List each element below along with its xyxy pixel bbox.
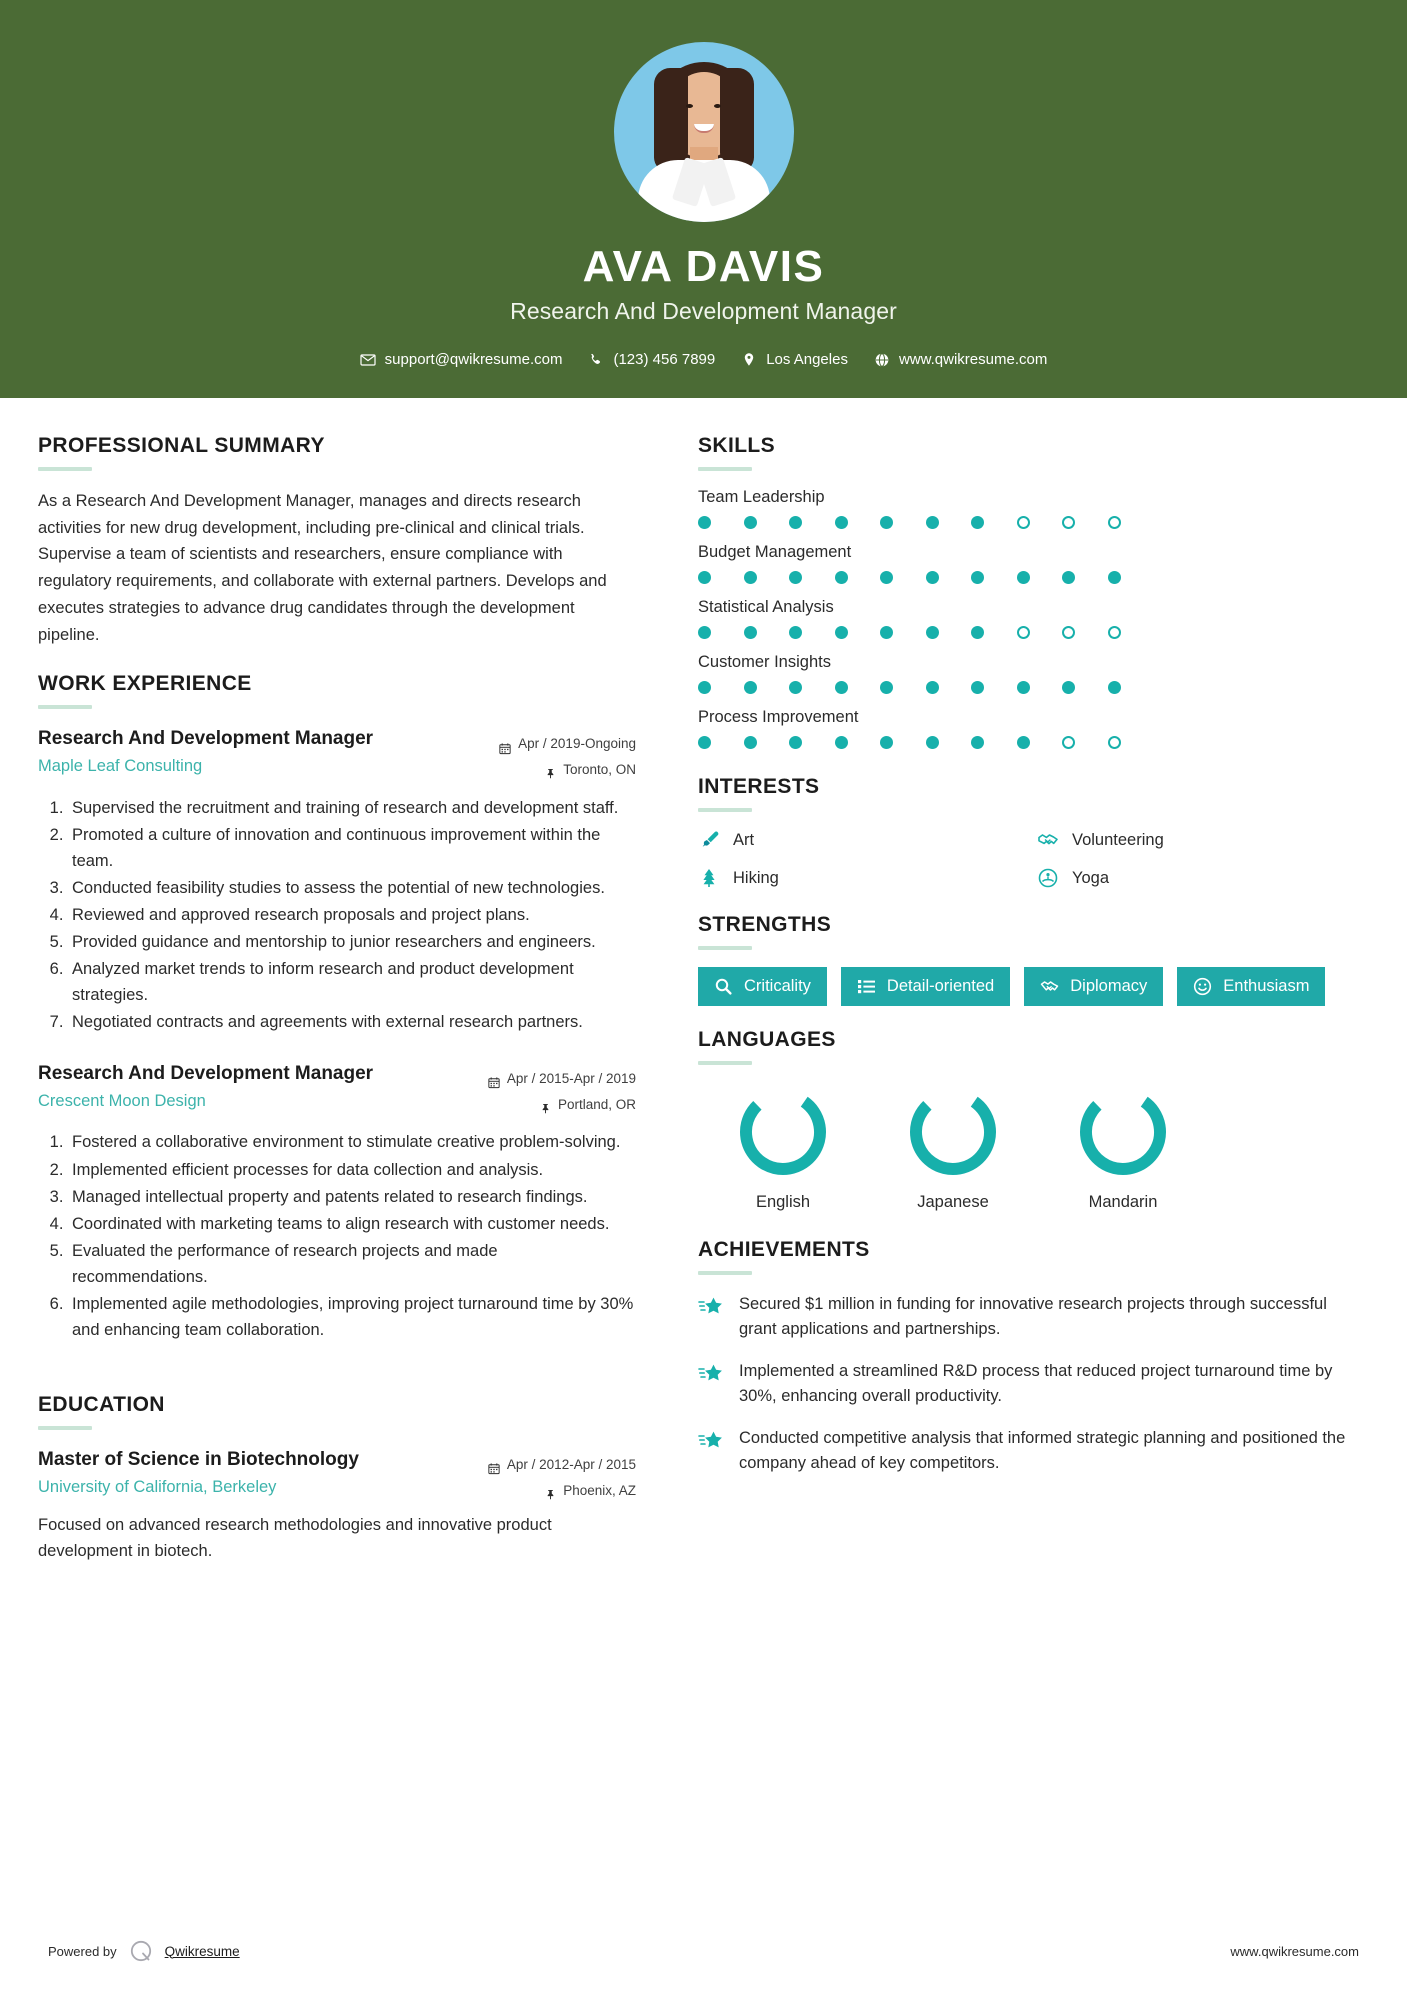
- rating-dot-filled: [698, 736, 711, 749]
- smiley-icon: [1193, 977, 1212, 996]
- interest-label: Yoga: [1072, 868, 1110, 887]
- experience-location: Toronto, ON: [563, 761, 636, 777]
- strength-badge-criticality[interactable]: [698, 967, 827, 1006]
- rating-dot-empty: [1062, 736, 1075, 749]
- envelope-icon: [360, 352, 376, 368]
- rating-dot-filled: [926, 571, 939, 584]
- bullet-item: 6. Implemented agile methodologies, improving project turnaround time by 30% and enhancing team collaboration.: [68, 1291, 636, 1343]
- section-heading-strengths: STRENGTHS: [698, 913, 832, 936]
- experience-meta: [446, 726, 636, 782]
- rating-dot-filled: [789, 571, 802, 584]
- achievement-item: [698, 1426, 1366, 1476]
- skill-rating: [698, 626, 1366, 639]
- section-education: [38, 1393, 636, 1564]
- left-column: [38, 434, 666, 1590]
- bullet-item: 7. Negotiated contracts and agreements with external research partners.: [68, 1009, 636, 1035]
- rating-dot-filled: [926, 736, 939, 749]
- contact-phone[interactable]: [588, 351, 715, 368]
- rating-dot-filled: [789, 736, 802, 749]
- rating-dot-filled: [971, 571, 984, 584]
- rating-dot-filled: [926, 516, 939, 529]
- language-item: [1038, 1082, 1208, 1212]
- education-entry: [38, 1447, 636, 1564]
- experience-bullets: [38, 795, 636, 1036]
- powered-by-label: Powered by: [48, 1943, 117, 1959]
- rating-dot-filled: [1108, 571, 1121, 584]
- rating-dot-filled: [880, 571, 893, 584]
- rating-dot-filled: [744, 681, 757, 694]
- experience-role: Research And Development Manager: [38, 1063, 374, 1085]
- rating-dot-filled: [698, 571, 711, 584]
- rating-dot-filled: [1062, 681, 1075, 694]
- rating-dot-filled: [744, 516, 757, 529]
- summary-text: As a Research And Development Manager, manages and directs research activities for new drug development, including pre-clinical and clinical trials. Supervise a team of scientists and researchers, ensure compliance with regulatory requirements, and collaborate with external partners. Develops and executes strategies to advance drug candidates through the development pipeline.: [38, 492, 607, 644]
- section-heading-education: EDUCATION: [38, 1392, 165, 1416]
- strength-badge-detail-oriented[interactable]: [841, 967, 1010, 1006]
- contact-location: [741, 351, 848, 368]
- rating-dot-filled: [971, 516, 984, 529]
- experience-date: Apr / 2015-Apr / 2019: [506, 1071, 636, 1087]
- bullet-item: 3. Conducted feasibility studies to assess the potential of new technologies.: [68, 875, 636, 901]
- experience-meta: [446, 1061, 636, 1117]
- rating-dot-filled: [835, 736, 848, 749]
- skill-item: [698, 708, 1366, 749]
- skill-label: Team Leadership: [698, 488, 825, 506]
- map-pin-icon: [741, 352, 757, 368]
- qwikresume-brand-name[interactable]: Qwikresume: [164, 1943, 240, 1959]
- star-burst-icon: [698, 1294, 724, 1320]
- rating-dot-empty: [1017, 516, 1030, 529]
- interest-item: [698, 829, 1027, 851]
- section-rule: [38, 1426, 92, 1430]
- rating-dot-filled: [880, 681, 893, 694]
- rating-dot-filled: [971, 736, 984, 749]
- achievement-item: [698, 1359, 1366, 1409]
- phone-icon: [588, 352, 604, 368]
- strength-label: Diplomacy: [1070, 977, 1148, 995]
- resume-header: [0, 0, 1407, 398]
- rating-dot-filled: [1062, 571, 1075, 584]
- pin-icon: [544, 1484, 556, 1497]
- handshake-icon: [1040, 977, 1059, 996]
- rating-dot-filled: [835, 681, 848, 694]
- language-progress-ring: [903, 1082, 1003, 1182]
- languages-row: [698, 1082, 1366, 1212]
- section-rule: [698, 946, 752, 950]
- education-location: Phoenix, AZ: [563, 1482, 636, 1498]
- rating-dot-filled: [1017, 571, 1030, 584]
- achievement-item: [698, 1292, 1366, 1342]
- interest-label: Volunteering: [1072, 830, 1164, 849]
- bullet-item: 6. Analyzed market trends to inform research and product development strategies.: [68, 956, 636, 1008]
- section-heading-summary: PROFESSIONAL SUMMARY: [38, 434, 325, 457]
- skill-rating: [698, 571, 1366, 584]
- skill-label: Process Improvement: [698, 708, 859, 726]
- language-item: [698, 1082, 868, 1212]
- qwikresume-logo-icon: [128, 1938, 154, 1964]
- section-rule: [698, 1271, 752, 1275]
- education-degree: Master of Science in Biotechnology: [38, 1448, 359, 1470]
- bullet-item: 2. Promoted a culture of innovation and continuous improvement within the team.: [68, 822, 636, 874]
- rating-dot-filled: [1017, 681, 1030, 694]
- contact-website-text: www.qwikresume.com: [898, 351, 1048, 369]
- section-rule: [38, 467, 92, 471]
- interest-label: Art: [733, 830, 755, 849]
- interest-item: [1037, 829, 1366, 851]
- skill-label: Budget Management: [698, 543, 852, 561]
- pin-icon: [539, 1098, 551, 1111]
- pin-icon: [544, 763, 556, 776]
- avatar: [614, 42, 794, 222]
- achievement-text: Secured $1 million in funding for innovative research projects through successful grant applications and partnerships.: [739, 1295, 1327, 1339]
- rating-dot-filled: [835, 516, 848, 529]
- language-label: Mandarin: [1088, 1193, 1158, 1211]
- interest-item: [698, 867, 1027, 889]
- section-heading-interests: INTERESTS: [698, 775, 820, 798]
- section-strengths: [698, 913, 1366, 1020]
- strength-label: Detail-oriented: [886, 977, 995, 995]
- interests-grid: [698, 829, 1366, 889]
- footer-website[interactable]: www.qwikresume.com: [1230, 1943, 1359, 1959]
- rating-dot-filled: [744, 571, 757, 584]
- calendar-icon: [488, 1072, 500, 1085]
- contact-row: [360, 351, 1048, 368]
- contact-location-text: Los Angeles: [766, 351, 848, 369]
- rating-dot-filled: [926, 626, 939, 639]
- experience-location: Portland, OR: [557, 1096, 636, 1112]
- strength-badge-diplomacy[interactable]: [1024, 967, 1163, 1006]
- skill-rating: [698, 736, 1366, 749]
- skill-item: [698, 488, 1366, 529]
- experience-organization: Crescent Moon Design: [38, 1091, 206, 1110]
- contact-email-text: support@qwikresume.com: [384, 351, 563, 369]
- strengths-row: [698, 967, 1366, 1020]
- calendar-icon: [499, 738, 511, 751]
- bullet-item: 5. Provided guidance and mentorship to junior researchers and engineers.: [68, 929, 636, 955]
- interest-label: Hiking: [733, 868, 779, 887]
- rating-dot-filled: [880, 516, 893, 529]
- rating-dot-filled: [1017, 736, 1030, 749]
- contact-email[interactable]: [360, 351, 563, 368]
- section-work-experience: [38, 672, 636, 1343]
- rating-dot-filled: [971, 681, 984, 694]
- star-burst-icon: [698, 1361, 724, 1387]
- rating-dot-empty: [1108, 626, 1121, 639]
- bullet-item: 1. Fostered a collaborative environment to stimulate creative problem-solving.: [68, 1129, 636, 1155]
- experience-role: Research And Development Manager: [38, 728, 374, 750]
- rating-dot-filled: [698, 681, 711, 694]
- rating-dot-filled: [880, 626, 893, 639]
- skills-list: [698, 488, 1366, 749]
- section-heading-languages: LANGUAGES: [698, 1028, 836, 1051]
- bullet-item: 4. Coordinated with marketing teams to align research with customer needs.: [68, 1211, 636, 1237]
- bullet-item: 1. Supervised the recruitment and training of research and development staff.: [68, 795, 636, 821]
- experience-bullets: [38, 1129, 636, 1343]
- education-school: University of California, Berkeley: [38, 1477, 277, 1496]
- language-label: English: [755, 1193, 811, 1211]
- bullet-item: 4. Reviewed and approved research proposals and project plans.: [68, 902, 636, 928]
- bullet-item: 5. Evaluated the performance of research projects and made recommendations.: [68, 1238, 636, 1290]
- achievement-text: Implemented a streamlined R&D process that reduced project turnaround time by 30%, enhancing overall productivity.: [739, 1362, 1333, 1406]
- rating-dot-empty: [1108, 736, 1121, 749]
- rating-dot-filled: [789, 516, 802, 529]
- language-progress-ring: [733, 1082, 833, 1182]
- rating-dot-filled: [971, 626, 984, 639]
- skill-item: [698, 653, 1366, 694]
- section-heading-experience: WORK EXPERIENCE: [38, 672, 252, 696]
- experience-organization: Maple Leaf Consulting: [38, 756, 203, 775]
- yoga-icon: [1037, 867, 1059, 889]
- skill-rating: [698, 681, 1366, 694]
- section-professional-summary: [38, 434, 636, 648]
- interest-item: [1037, 867, 1366, 889]
- section-achievements: [698, 1238, 1366, 1476]
- paintbrush-icon: [698, 829, 720, 851]
- calendar-icon: [488, 1458, 500, 1471]
- globe-icon: [874, 352, 890, 368]
- section-rule: [698, 1061, 752, 1065]
- strength-label: Criticality: [744, 977, 811, 995]
- rating-dot-filled: [926, 681, 939, 694]
- section-interests: [698, 775, 1366, 889]
- rating-dot-filled: [698, 626, 711, 639]
- rating-dot-filled: [744, 626, 757, 639]
- star-burst-icon: [698, 1428, 724, 1454]
- rating-dot-empty: [1062, 626, 1075, 639]
- skill-rating: [698, 516, 1366, 529]
- education-date: Apr / 2012-Apr / 2015: [506, 1456, 636, 1472]
- language-label: Japanese: [917, 1193, 989, 1211]
- rating-dot-filled: [744, 736, 757, 749]
- right-column: [666, 434, 1366, 1590]
- rating-dot-filled: [789, 681, 802, 694]
- contact-phone-text: (123) 456 7899: [613, 351, 716, 369]
- skill-label: Customer Insights: [698, 653, 831, 671]
- rating-dot-empty: [1017, 626, 1030, 639]
- resume-footer: [0, 1938, 1407, 1964]
- magnifier-icon: [714, 977, 733, 996]
- contact-website[interactable]: [874, 351, 1047, 368]
- strength-label: Enthusiasm: [1223, 977, 1310, 995]
- list-icon: [857, 977, 876, 996]
- strength-badge-enthusiasm[interactable]: [1177, 967, 1325, 1006]
- rating-dot-filled: [789, 626, 802, 639]
- handshake-icon: [1037, 829, 1059, 851]
- rating-dot-filled: [835, 571, 848, 584]
- rating-dot-filled: [1108, 681, 1121, 694]
- bullet-item: 3. Managed intellectual property and patents related to research findings.: [68, 1184, 636, 1210]
- skill-item: [698, 543, 1366, 584]
- education-description: Focused on advanced research methodologies and innovative product development in biotech.: [38, 1516, 552, 1561]
- section-rule: [698, 808, 752, 812]
- rating-dot-empty: [1108, 516, 1121, 529]
- candidate-name: AVA DAVIS: [582, 242, 825, 291]
- resume-body: [0, 398, 1407, 1590]
- language-item: [868, 1082, 1038, 1212]
- section-rule: [38, 705, 92, 709]
- tree-icon: [698, 867, 720, 889]
- rating-dot-filled: [835, 626, 848, 639]
- experience-entry: [38, 1061, 636, 1343]
- achievement-text: Conducted competitive analysis that informed strategic planning and positioned the company ahead of key competitors.: [739, 1429, 1346, 1473]
- skill-item: [698, 598, 1366, 639]
- section-heading-skills: SKILLS: [698, 434, 776, 457]
- education-meta: [446, 1447, 636, 1503]
- skill-label: Statistical Analysis: [698, 598, 834, 616]
- section-languages: [698, 1028, 1366, 1212]
- rating-dot-empty: [1062, 516, 1075, 529]
- candidate-job-title: Research And Development Manager: [510, 298, 897, 325]
- section-heading-achievements: ACHIEVEMENTS: [698, 1238, 870, 1261]
- section-rule: [698, 467, 752, 471]
- bullet-item: 2. Implemented efficient processes for data collection and analysis.: [68, 1157, 636, 1183]
- rating-dot-filled: [698, 516, 711, 529]
- section-skills: [698, 434, 1366, 749]
- language-progress-ring: [1073, 1082, 1173, 1182]
- experience-date: Apr / 2019-Ongoing: [518, 736, 636, 752]
- footer-brand: [48, 1938, 240, 1964]
- experience-entry: [38, 726, 636, 1035]
- rating-dot-filled: [880, 736, 893, 749]
